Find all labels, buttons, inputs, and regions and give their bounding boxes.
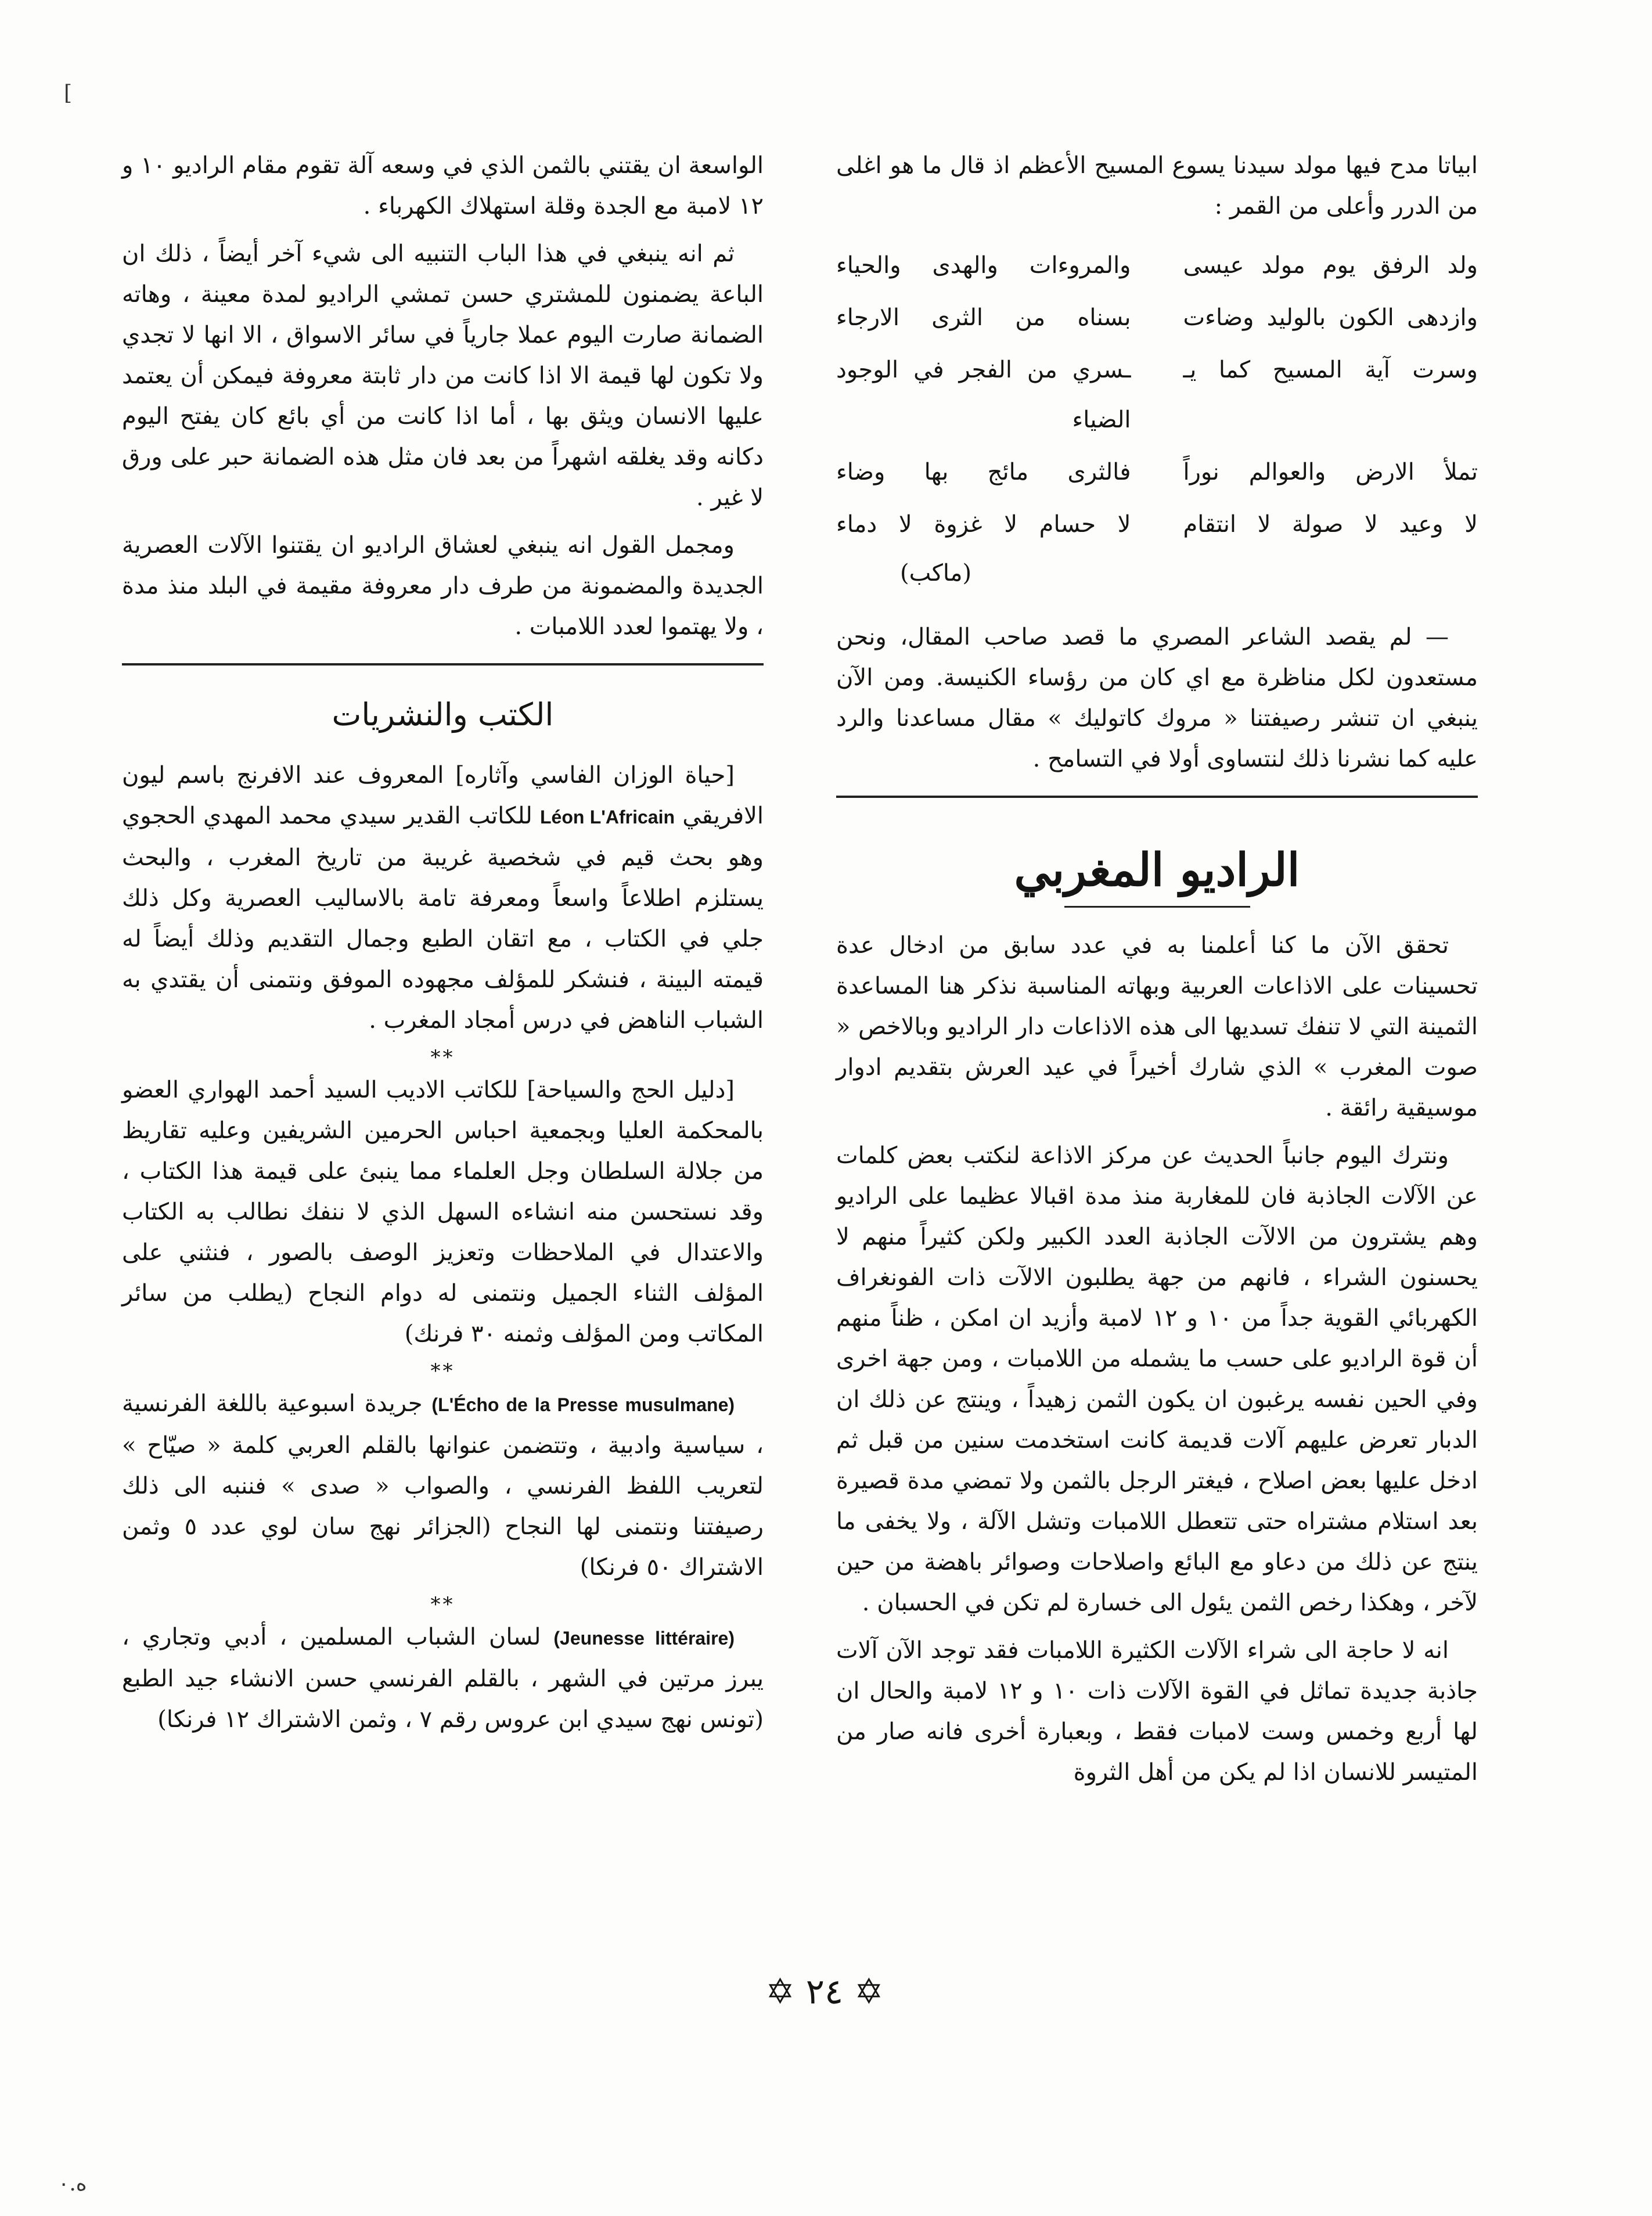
- article-paragraph: ومجمل القول انه ينبغي لعشاق الراديو ان يقتنوا الآلات العصرية الجديدة والمضمونة من طرف دار معروفة مقيمة في البلد منذ مدة ، ولا يهتموا لعدد اللامبات .: [122, 532, 764, 640]
- verse-line: وسرت آية المسيح كما يـ: [1183, 357, 1478, 383]
- intro-text: ابياتا مدح فيها مولد سيدنا يسوع المسيح الأعظم اذ قال ما هو اغلى من الدرر وأعلى من القمر :: [836, 152, 1478, 220]
- article-paragraph: تحقق الآن ما كنا أعلمنا به في عدد سابق من ادخال عدة تحسينات على الاذاعات العربية وبهاته المناسبة نذكر هنا المساعدة الثمينة التي لا تنفك تسديها الى هذه الاذاعات دار الراديو وبالاخص « صوت المغرب » الذي شارك أخيراً في عيد العرش بتقديم ادوار موسيقية رائقة .: [836, 932, 1478, 1121]
- verse-line: لا وعيد لا صولة لا انتقام: [1183, 511, 1478, 538]
- article-continuation: الواسعة ان يقتني بالثمن الذي في وسعه آلة تقوم مقام الراديو ١٠ و ١٢ لامبة مع الجدة وقلة استهلاك الكهرباء .: [122, 152, 764, 220]
- latin-title: Léon L'Africain: [540, 807, 675, 828]
- editor-note: — لم يقصد الشاعر المصري ما قصد صاحب المقال، ونحن مستعدون لكل مناظرة مع اي كان من رؤساء الكنيسة. ومن الآن ينبغي ان تنشر رصيفتنا « مروك كاتوليك » مقال مساعدنا والرد عليه كما نشرنا ذلك لنتساوى أولا في التسامح .: [836, 624, 1478, 772]
- verse-line: فالثرى مائج بها وضاء: [836, 459, 1131, 485]
- left-column: [122, 145, 764, 1916]
- article-paragraph: ثم انه ينبغي في هذا الباب التنبيه الى شيء آخر أيضاً ، ذلك ان الباعة يضمنون للمشتري حسن تمشي الراديو لمدة معينة ، وهاته الضمانة صارت اليوم عملا جارياً في سائر الاسواق ، الا انها لا تجدي ولا تكون لها قيمة الا اذا كانت من دار ثابتة معروفة فيمكن أن يعتمد عليها الانسان ويثق بها ، أما اذا كانت من أي بائع كان يفتح اليوم دكانه وقد يغلقه اشهراً من بعد فان مثل هذه الضمانة حبر على ورق لا غير .: [122, 240, 764, 511]
- margin-mark-bottom: ه.٠: [58, 2172, 87, 2196]
- latin-title: (L'Écho de la Presse musulmane): [431, 1394, 735, 1415]
- verse-line: بسناه من الثرى الارجاء: [836, 304, 1131, 331]
- poem-attribution: (ماكب): [900, 560, 972, 587]
- separator-stars: **: [430, 1359, 455, 1383]
- book-text: [حياة الوزان الفاسي وآثاره] المعروف عند الافرنج باسم ليون الافريقي: [122, 762, 764, 829]
- article-paragraph: ونترك اليوم جانباً الحديث عن مركز الاذاعة لنكتب بعض كلمات عن الآلات الجاذبة فان للمغاربة منذ مدة اقبالا عظيما على الراديو وهم يشترون من الالآت الجاذبة العدد الكبير ولكن كثيراً منهم لا يحسنون الشراء ، فانهم من جهة يطلبون الالآت ذات الفونغراف الكهربائي القوية جداً من ١٠ و ١٢ لامبة وأزيد ان امكن ، ظناً منهم أن قوة الراديو على حسب ما يشمله من اللامبات ، ومن جهة اخرى وفي الحين نفسه يرغبون ان يكون الثمن زهيداً ، وينتج عن ذلك ان الدبار تعرض عليهم آلات قديمة كانت استخدمت سنين من قبل ثم ادخل عليها بعض اصلاح ، فيغتر الرجل بالثمن ولا تمضي مدة قصيرة بعد استلام مشتراه حتى تتعطل اللامبات وتشل الآلة ، ولا يخفى ما ينتج عن ذلك من دعاو مع البائع واصلاحات وصوائر باهضة من حين لآخر ، وهكذا رخص الثمن يئول الى خسارة لم تكن في الحسبان .: [836, 1142, 1478, 1616]
- article-paragraph: انه لا حاجة الى شراء الآلات الكثيرة اللامبات فقد توجد الآن آلات جاذبة جديدة تماثل في القوة الآلات ذات ١٠ و ١٢ لامبة والحال ان لها أربع وخمس وست لامبات فقط ، وبعبارة أخرى فانه صار من المتيسر للانسان اذا لم يكن من أهل الثروة: [836, 1637, 1478, 1786]
- verse-line: ولد الرفق يوم مولد عيسى: [1183, 252, 1478, 279]
- verse-line: وازدهى الكون بالوليد وضاءت: [1183, 304, 1478, 331]
- books-section-title: الكتب والنشريات: [332, 696, 554, 733]
- latin-title: (Jeunesse littéraire): [553, 1628, 735, 1649]
- book-review: [122, 1070, 764, 1354]
- book-review: [122, 755, 764, 1041]
- book-text: [دليل الحج والسياحة] للكاتب الاديب السيد أحمد الهواري العضو بالمحكمة العليا وبجمعية احباس الحرمين الشريفين وعليه تقاريظ من جلالة السلطان وجل العلماء مما ينبئ على قيمة هذا الكتاب ، وقد نستحسن منه انشاءه السهل الذي لا ننفك نطالب به الكتاب والاعتدال في الملاحظات وتعزيز الوصف بالصور ، فنثني على المؤلف الثناء الجميل ونتمنى له دوام النجاح (يطلب من سائر المكاتب ومن المؤلف وثمنه ٣٠ فرنك): [122, 1077, 764, 1347]
- right-column: [836, 145, 1478, 1916]
- section-divider: [836, 796, 1478, 798]
- verse-line: والمروءات والهدى والحياء: [836, 252, 1131, 279]
- page-number: ✡ ٢٤ ✡: [765, 1972, 884, 2012]
- margin-mark-top: [: [64, 81, 73, 105]
- title-underline: [1064, 906, 1250, 908]
- separator-stars: **: [430, 1046, 455, 1069]
- book-text: لسان الشباب المسلمين ، أدبي وتجاري ، يبرز مرتين في الشهر ، بالقلم الفرنسي حسن الانشاء جيد الطبع (تونس نهج سيدي ابن عروس رقم ٧ ، وثمن الاشتراك ١٢ فرنكا): [122, 1624, 764, 1733]
- book-review: [122, 1617, 764, 1740]
- book-text: للكاتب القدير سيدي محمد المهدي الحجوي وهو بحث قيم في شخصية غريبة من تاريخ المغرب ، والبحث يستلزم اطلاعاً واسعاً ومعرفة تامة بالاساليب العصرية وكل ذلك جلي في الكتاب ، مع اتقان الطبع وجمال التقديم وذلك أيضاً له قيمته البينة ، فنشكر للمؤلف مجهوده الموفق ونتمنى أن يقتدي به الشباب الناهض في درس أمجاد المغرب .: [122, 803, 764, 1034]
- book-text: جريدة اسبوعية باللغة الفرنسية ، سياسية وادبية ، وتتضمن عنوانها بالقلم العربي كلمة « صيّاح » لتعريب اللفظ الفرنسي ، والصواب « صدى » فننبه الى ذلك رصيفتنا ونتمنى لها النجاح (الجزائر نهج سان لوي عدد ٥ وثمن الاشتراك ٥٠ فرنكا): [122, 1390, 764, 1581]
- poem: [836, 240, 1478, 549]
- verse-line: تملأ الارض والعوالم نوراً: [1183, 459, 1478, 485]
- section-divider: [122, 663, 764, 665]
- article-title: الراديو المغربي: [1014, 844, 1300, 897]
- verse-line: ـسري من الفجر في الوجود الضياء: [836, 357, 1131, 433]
- separator-stars: **: [430, 1593, 455, 1616]
- book-review: [122, 1383, 764, 1588]
- verse-line: لا حسام لا غزوة لا دماء: [836, 511, 1131, 538]
